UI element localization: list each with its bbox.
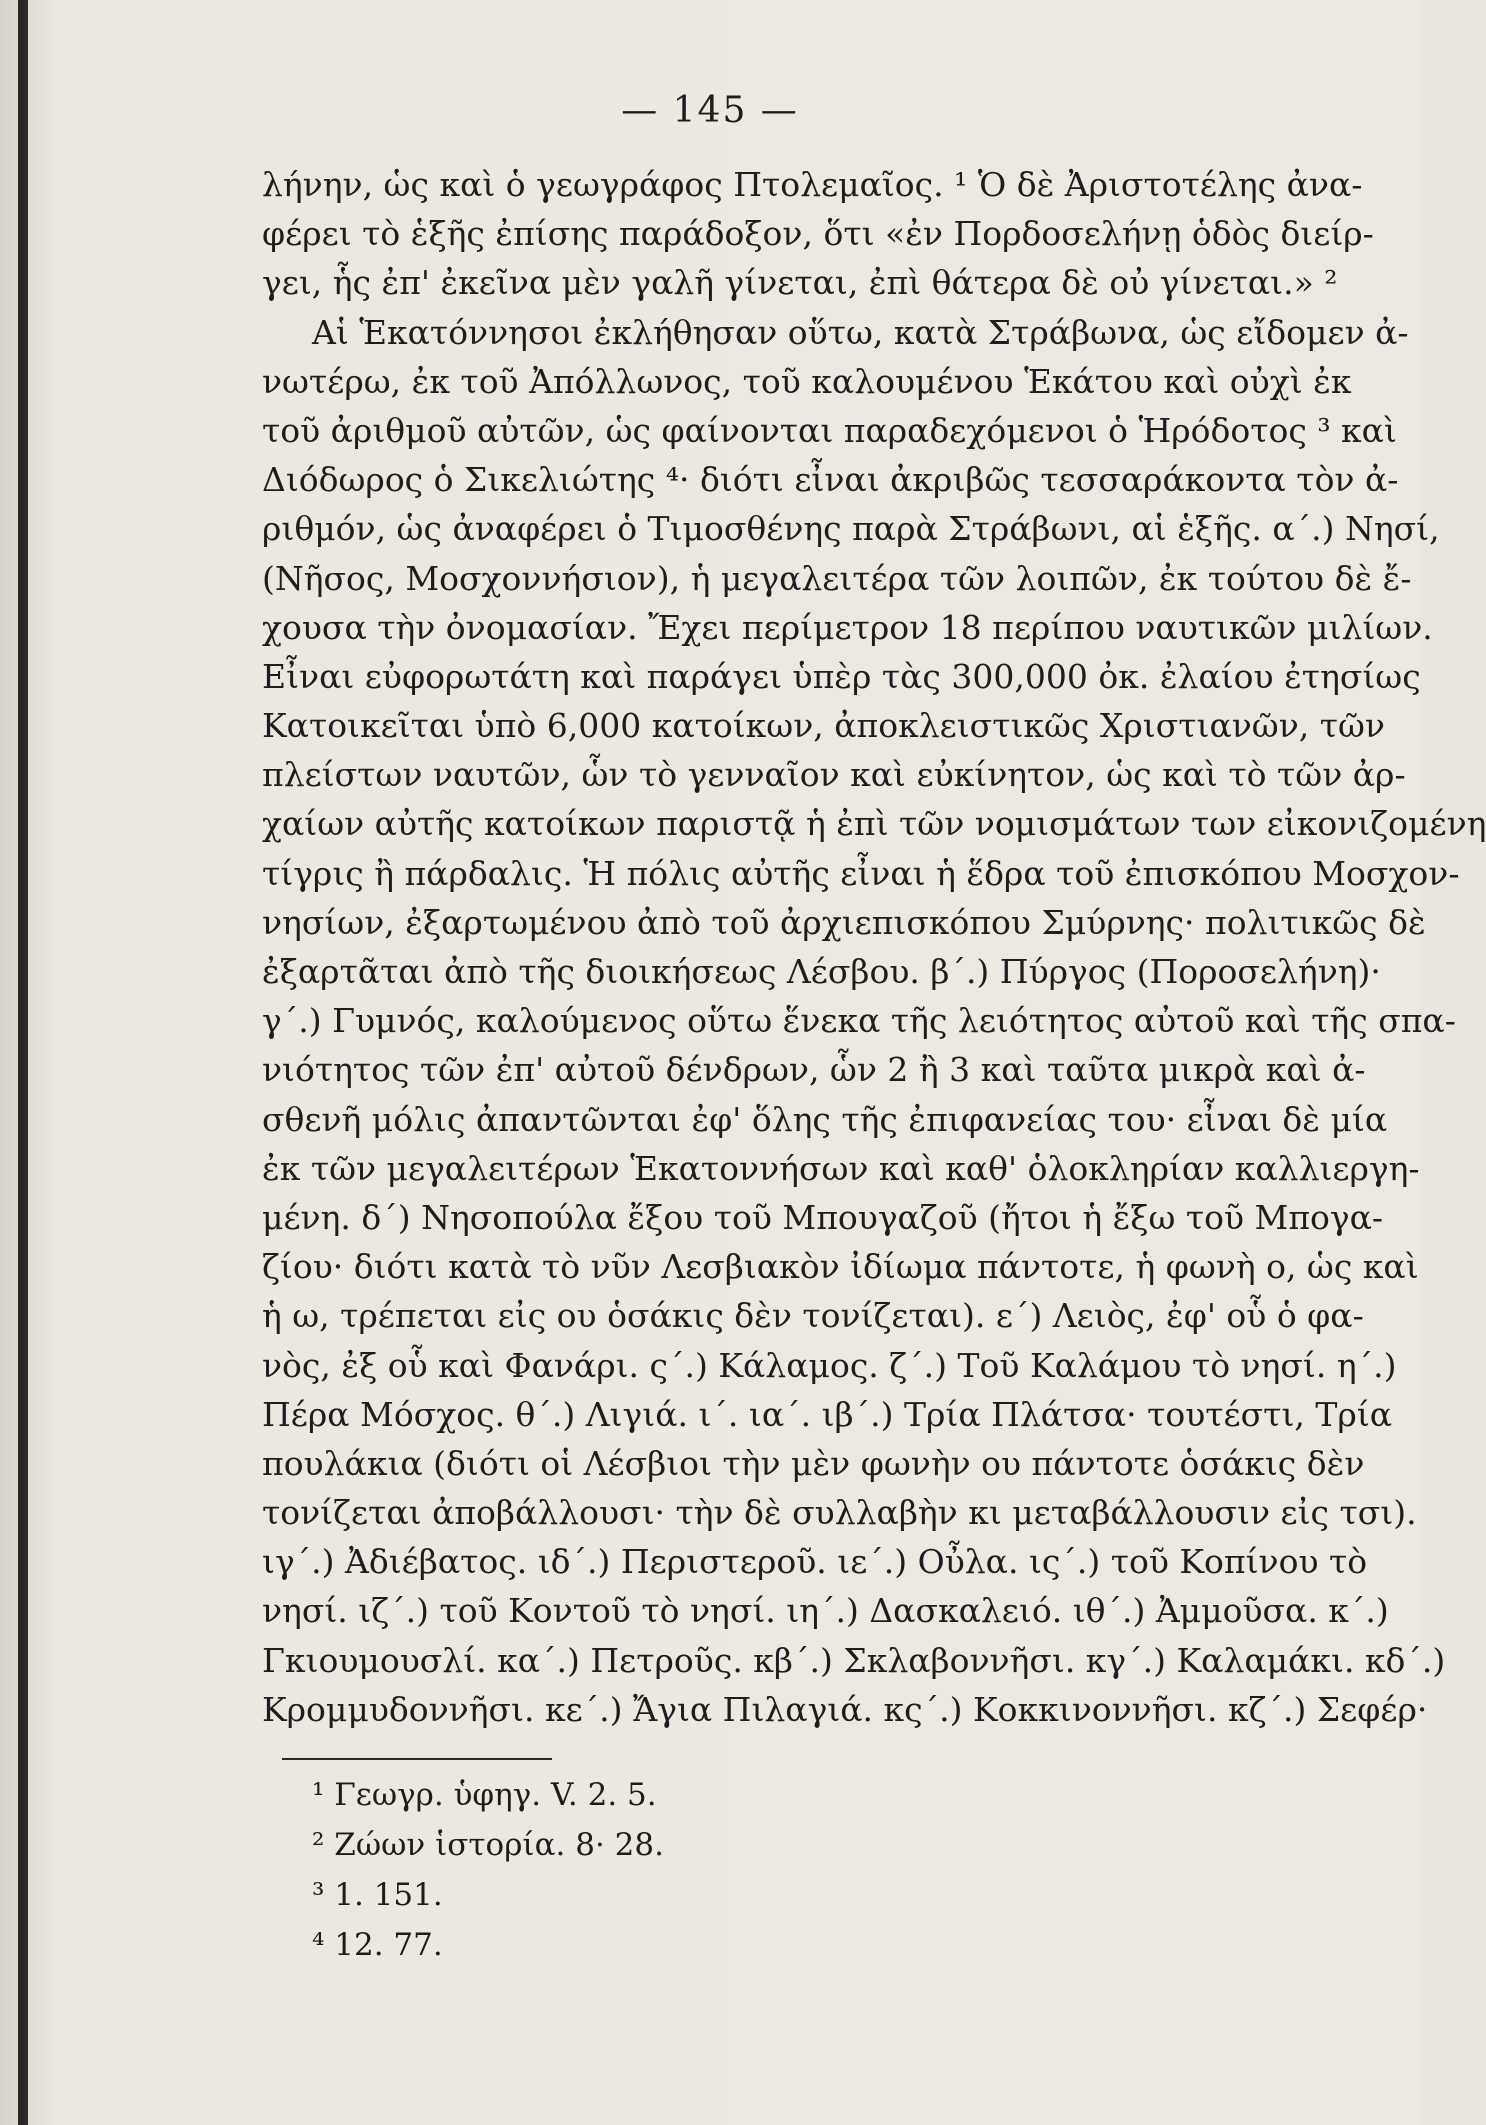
- text-line: ἐκ τῶν μεγαλειτέρων Ἑκατοννήσων καὶ καθ' ὁλοκληρίαν καλλιεργη-: [262, 1148, 1420, 1188]
- text-line: ιγ΄.) Ἀδιέβατος. ιδ΄.) Περιστεροῦ. ιε΄.) Οὖλα. ις΄.) τοῦ Κοπίνου τὸ: [262, 1542, 1368, 1582]
- text-line: γει, ἧς ἐπ' ἐκεῖνα μὲν γαλῆ γίνεται, ἐπὶ θάτερα δὲ οὐ γίνεται.» ²: [262, 263, 1338, 303]
- text-line: Γκιουμουσλί. κα΄.) Πετροῦς. κβ΄.) Σκλαβοννῆσι. κγ΄.) Καλαμάκι. κδ΄.): [262, 1640, 1446, 1680]
- text-line: νὸς, ἐξ οὗ καὶ Φανάρι. ς΄.) Κάλαμος. ζ΄.) Τοῦ Καλάμου τὸ νησί. η΄.): [262, 1345, 1397, 1385]
- text-line: τονίζεται ἀποβάλλουσι· τὴν δὲ συλλαβὴν κι μεταβάλλουσιν εἰς τσι).: [262, 1493, 1417, 1533]
- text-line: νησίων, ἐξαρτωμένου ἀπὸ τοῦ ἀρχιεπισκόπου Σμύρνης· πολιτικῶς δὲ: [262, 902, 1426, 942]
- footnote: ⁴ 12. 77.: [312, 1927, 443, 1963]
- text-line: (Νῆσος, Μοσχοννήσιον), ἡ μεγαλειτέρα τῶν λοιπῶν, ἐκ τούτου δὲ ἔ-: [262, 558, 1412, 598]
- footnote-rule: [282, 1758, 552, 1760]
- footnote: ¹ Γεωγρ. ὑφηγ. V. 2. 5.: [312, 1777, 657, 1813]
- text-line: ἡ ω, τρέπεται εἰς ου ὁσάκις δὲν τονίζεται). ε΄) Λειὸς, ἐφ' οὗ ὁ φα-: [262, 1296, 1364, 1336]
- text-line: Κατοικεῖται ὑπὸ 6,000 κατοίκων, ἀποκλειστικῶς Χριστιανῶν, τῶν: [262, 706, 1385, 746]
- text-line: πουλάκια (διότι οἱ Λέσβιοι τὴν μὲν φωνὴν ου πάντοτε ὁσάκις δὲν: [262, 1443, 1365, 1483]
- text-line: πλείστων ναυτῶν, ὧν τὸ γενναῖον καὶ εὐκίνητον, ὡς καὶ τὸ τῶν ἀρ-: [262, 755, 1406, 795]
- text-line: γ΄.) Γυμνός, καλούμενος οὕτω ἕνεκα τῆς λειότητος αὐτοῦ καὶ τῆς σπα-: [262, 1001, 1456, 1041]
- text-line: μένη. δ΄) Νησοπούλα ἔξου τοῦ Μπουγαζοῦ (ἤτοι ἡ ἔξω τοῦ Μπογα-: [262, 1197, 1384, 1237]
- text-line: χαίων αὐτῆς κατοίκων παριστᾷ ἡ ἐπὶ τῶν νομισμάτων των εἰκονιζομένη: [262, 804, 1486, 844]
- text-line: σθενῆ μόλις ἀπαντῶνται ἐφ' ὅλης τῆς ἐπιφανείας του· εἶναι δὲ μία: [262, 1099, 1388, 1139]
- text-line: ἐξαρτᾶται ἀπὸ τῆς διοικήσεως Λέσβου. β΄.) Πύργος (Πορoσελήνη)·: [262, 952, 1381, 991]
- text-line: χουσα τὴν ὀνομασίαν. Ἔχει περίμετρον 18 περίπου ναυτικῶν μιλίων.: [262, 607, 1433, 647]
- text-line: νησί. ιζ΄.) τοῦ Κοντοῦ τὸ νησί. ιη΄.) Δασκαλειό. ιθ΄.) Ἀμμοῦσα. κ΄.): [262, 1591, 1389, 1631]
- text-line: φέρει τὸ ἑξῆς ἐπίσης παράδοξον, ὅτι «ἐν Πορδοσελήνῃ ὁδὸς διείρ-: [262, 214, 1374, 254]
- footnote: ² Ζώων ἱστορία. 8· 28.: [312, 1827, 664, 1863]
- footnote: ³ 1. 151.: [312, 1877, 443, 1913]
- footnotes: [312, 1770, 1012, 1970]
- text-line: Εἶναι εὐφορωτάτη καὶ παράγει ὑπὲρ τὰς 300,000 ὀκ. ἐλαίου ἐτησίως: [262, 656, 1421, 696]
- text-line: νιότητος τῶν ἐπ' αὐτοῦ δένδρων, ὧν 2 ἢ 3 καὶ ταῦτα μικρὰ καὶ ἀ-: [262, 1050, 1366, 1090]
- text-line: νωτέρω, ἐκ τοῦ Ἀπόλλωνος, τοῦ καλουμένου Ἑκάτου καὶ οὐχὶ ἐκ: [262, 361, 1352, 401]
- text-line: ζίου· διότι κατὰ τὸ νῦν Λεσβιακὸν ἰδίωμα πάντοτε, ἡ φωνὴ ο, ὡς καὶ: [262, 1247, 1419, 1287]
- text-line: τοῦ ἀριθμοῦ αὐτῶν, ὡς φαίνονται παραδεχόμενοι ὁ Ἡρόδοτος ³ καὶ: [262, 410, 1397, 450]
- page-number: — 145 —: [621, 90, 799, 131]
- text-line: Αἱ Ἑκατόννησοι ἐκλήθησαν οὕτω, κατὰ Στράβωνα, ὡς εἴδομεν ἀ-: [312, 312, 1409, 352]
- text-line: Πέρα Μόσχος. θ΄.) Λιγιά. ι΄. ια΄. ιβ΄.) Τρία Πλάτσα· τουτέστι, Τρία: [262, 1394, 1392, 1434]
- text-line: Διόδωρος ὁ Σικελιώτης ⁴· διότι εἶναι ἀκριβῶς τεσσαράκοντα τὸν ἀ-: [262, 460, 1399, 500]
- body-text: [262, 160, 1486, 1734]
- text-line: ριθμόν, ὡς ἀναφέρει ὁ Τιμοσθένης παρὰ Στράβωνι, αἱ ἑξῆς. α΄.) Νησί,: [262, 509, 1440, 549]
- text-line: Κρομμυδοννῆσι. κε΄.) Ἄγια Πιλαγιά. κς΄.) Κοκκινοννῆσι. κζ΄.) Σεφέρ·: [262, 1689, 1428, 1729]
- binding-edge: [18, 0, 28, 2125]
- text-line: λήνην, ὡς καὶ ὁ γεωγράφος Πτολεμαῖος. ¹ Ὁ δὲ Ἀριστοτέλης ἀνα-: [262, 165, 1363, 204]
- text-line: τίγρις ἢ πάρδαλις. Ἡ πόλις αὐτῆς εἶναι ἡ ἕδρα τοῦ ἐπισκόπου Μοσχον-: [262, 853, 1460, 893]
